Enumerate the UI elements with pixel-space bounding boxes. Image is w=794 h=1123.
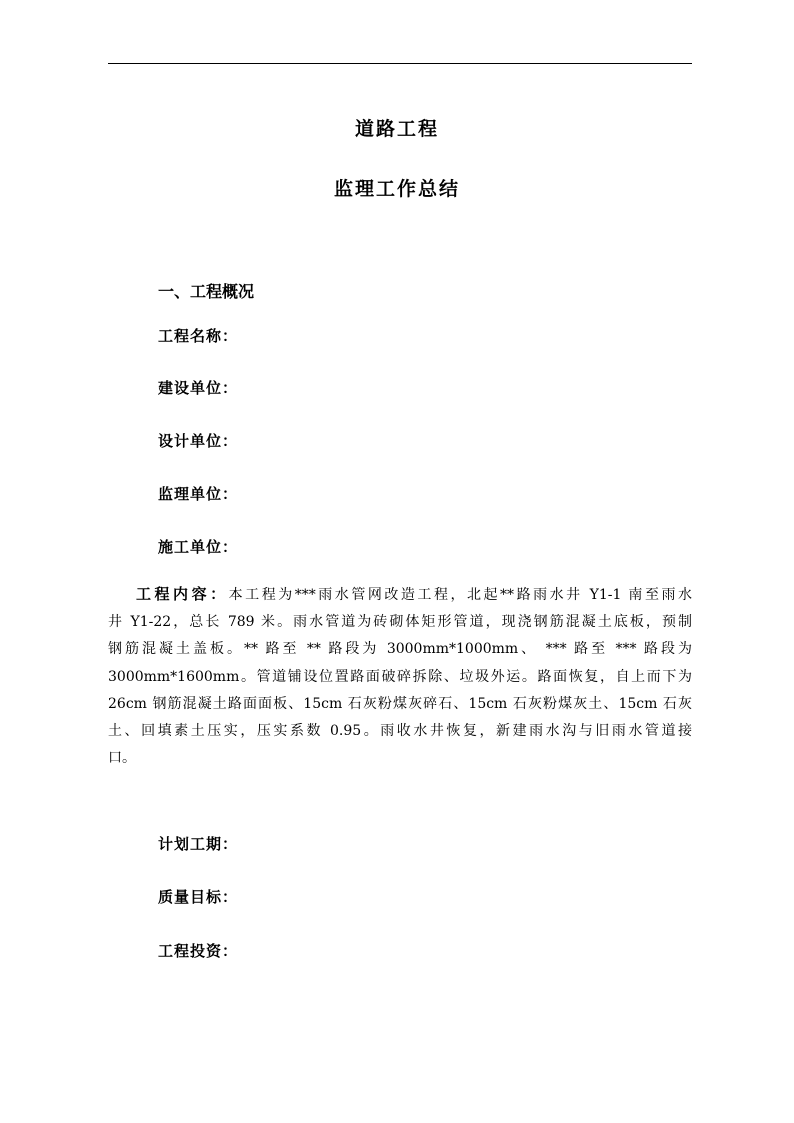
field-label: 工程名称： <box>158 327 239 345</box>
field-investment <box>158 940 238 961</box>
paragraph-line: 井 Y1-22，总长 789 米。雨水管道为砖砌体矩形管道，现浇钢筋混凝土底板，预制 <box>108 614 692 631</box>
field-construction-unit <box>158 377 238 398</box>
section-heading-overview: 一、工程概况 <box>158 282 255 301</box>
field-design-unit <box>158 430 238 451</box>
document-subtitle: 监理工作总结 <box>333 178 460 200</box>
field-project-name <box>158 325 238 346</box>
field-label: 施工单位： <box>158 538 239 556</box>
field-quality-target <box>158 886 238 907</box>
document-title: 道路工程 <box>354 118 439 140</box>
field-supervision-unit <box>158 483 238 504</box>
field-label: 设计单位： <box>158 432 239 450</box>
paragraph-line: 3000mm*1600mm。管道铺设位置路面破碎拆除、垃圾外运。路面恢复，自上而下为 <box>108 668 692 685</box>
content-label: 工程内容： <box>136 585 229 603</box>
paragraph-line: 口。 <box>108 750 136 767</box>
field-label: 建设单位： <box>158 379 239 397</box>
project-content-paragraph <box>108 581 692 772</box>
field-label: 计划工期： <box>158 835 239 853</box>
content-text: 本工程为***雨水管网改造工程，北起**路雨水井 Y1-1 南至雨水 <box>228 587 692 603</box>
paragraph-line: 钢筋混凝土盖板。** 路至 ** 路段为 3000mm*1000mm、 *** 路至 *** 路段为 <box>108 641 692 658</box>
paragraph-line <box>108 581 692 609</box>
field-label: 工程投资： <box>158 942 239 960</box>
field-contractor-unit <box>158 536 238 557</box>
field-label: 监理单位： <box>158 485 239 503</box>
field-planned-period <box>158 833 238 854</box>
field-label: 质量目标： <box>158 888 239 906</box>
paragraph-line: 土、回填素土压实，压实系数 0.95。雨收水井恢复，新建雨水沟与旧雨水管道接 <box>108 723 692 740</box>
paragraph-line: 26cm 钢筋混凝土路面面板、15cm 石灰粉煤灰碎石、15cm 石灰粉煤灰土、15cm 石灰 <box>108 695 692 712</box>
header-rule <box>108 63 692 64</box>
